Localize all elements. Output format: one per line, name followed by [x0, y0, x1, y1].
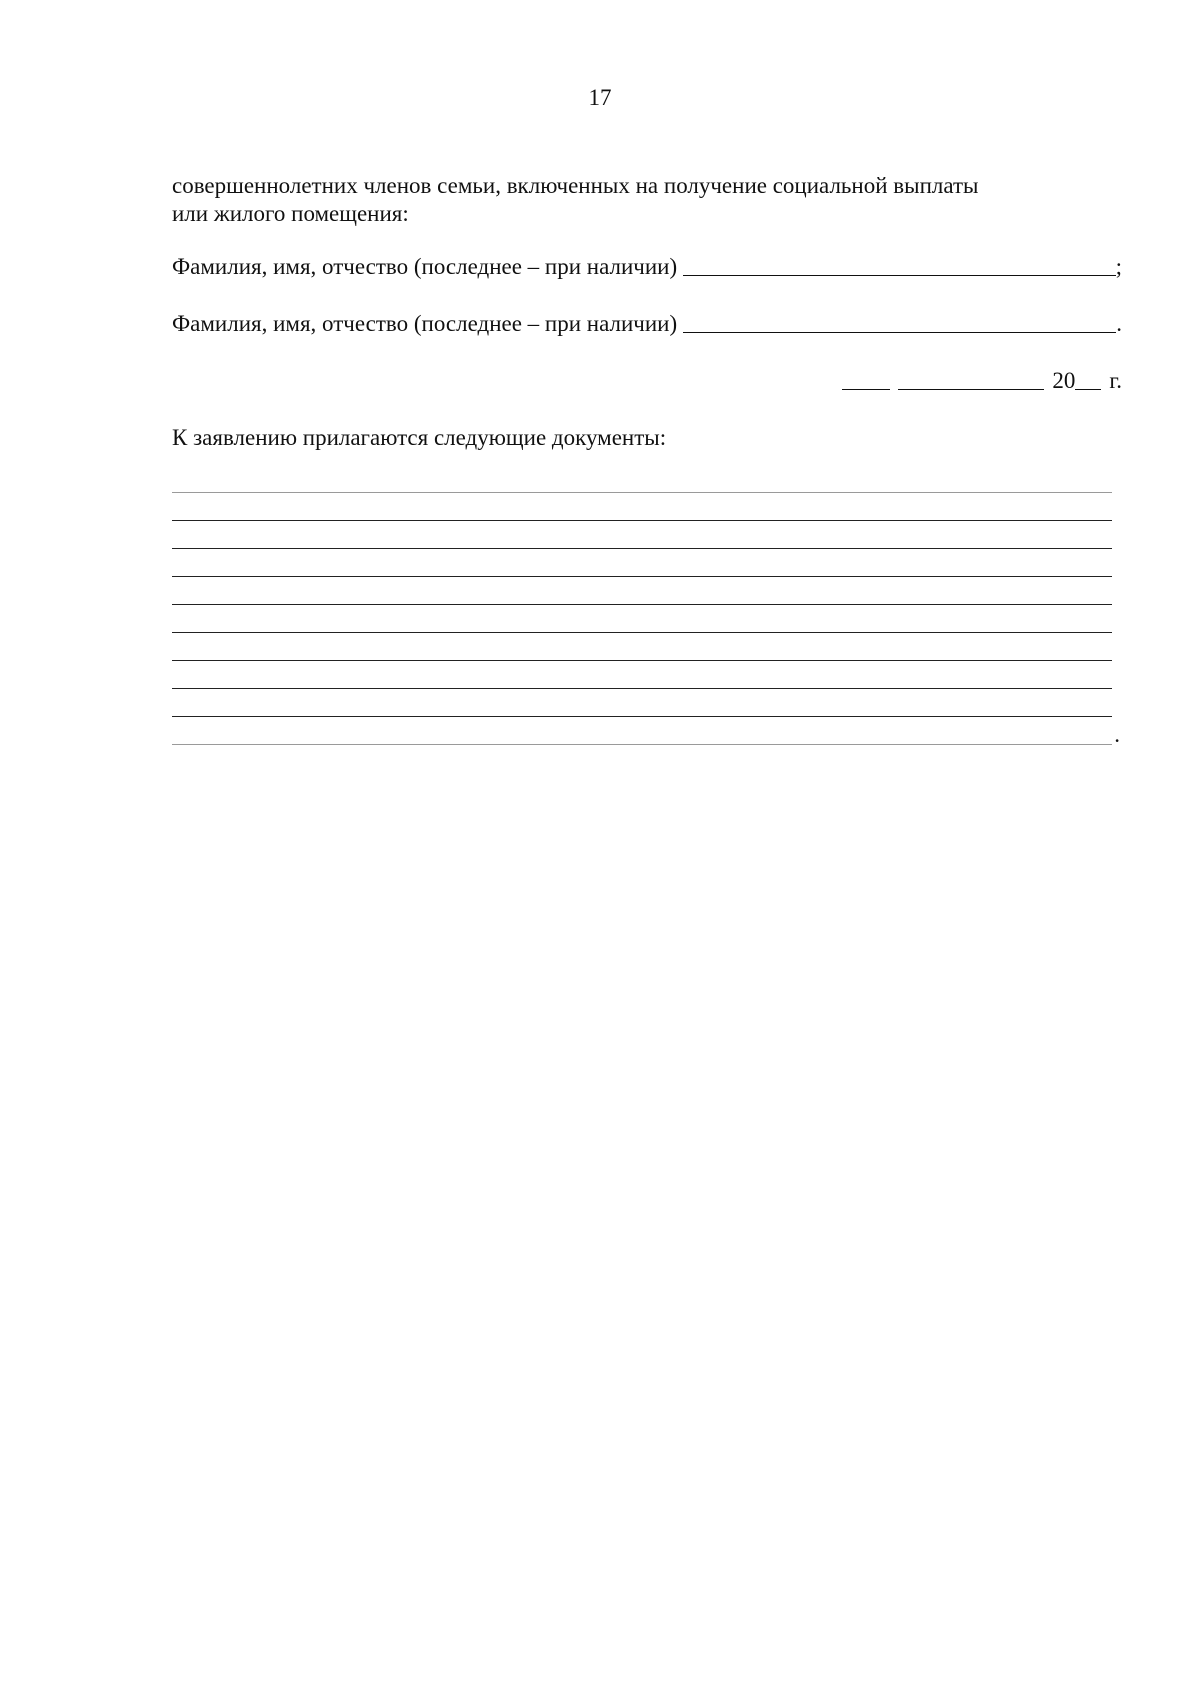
document-line[interactable] [172, 633, 1112, 661]
document-line[interactable] [172, 493, 1112, 521]
intro-line-2: или жилого помещения: [172, 201, 409, 226]
fio-field-1 [172, 251, 1122, 281]
documents-lines [172, 465, 1120, 747]
document-line[interactable] [172, 717, 1120, 747]
fio-field-2 [172, 308, 1122, 338]
documents-label: К заявлению прилагаются следующие документы: [172, 425, 667, 450]
date-day-blank[interactable] [842, 388, 890, 390]
documents-end-punct: . [1114, 722, 1120, 747]
document-line[interactable] [172, 661, 1112, 689]
page-number: 17 [588, 85, 612, 110]
fio-blank-2[interactable] [683, 331, 1116, 333]
document-line[interactable] [172, 605, 1112, 633]
date-year-prefix: 20 [1052, 368, 1076, 393]
date-suffix: г. [1109, 368, 1122, 393]
fio-end-2: . [1116, 311, 1122, 336]
fio-label-2: Фамилия, имя, отчество (последнее – при наличии) [172, 311, 678, 336]
document-line[interactable] [172, 549, 1112, 577]
document-line[interactable] [172, 465, 1112, 493]
intro-paragraph [172, 172, 1132, 228]
date-year-blank[interactable] [1075, 388, 1101, 390]
document-line[interactable] [172, 577, 1112, 605]
date-field [842, 365, 1122, 395]
fio-end-1: ; [1115, 254, 1122, 279]
date-month-blank[interactable] [898, 388, 1044, 390]
fio-blank-1[interactable] [683, 274, 1115, 276]
document-line[interactable] [172, 521, 1112, 549]
fio-label-1: Фамилия, имя, отчество (последнее – при наличии) [172, 254, 678, 279]
intro-line-1: совершеннолетних членов семьи, включенных на получение социальной выплаты [172, 173, 979, 198]
document-line[interactable] [172, 689, 1112, 717]
